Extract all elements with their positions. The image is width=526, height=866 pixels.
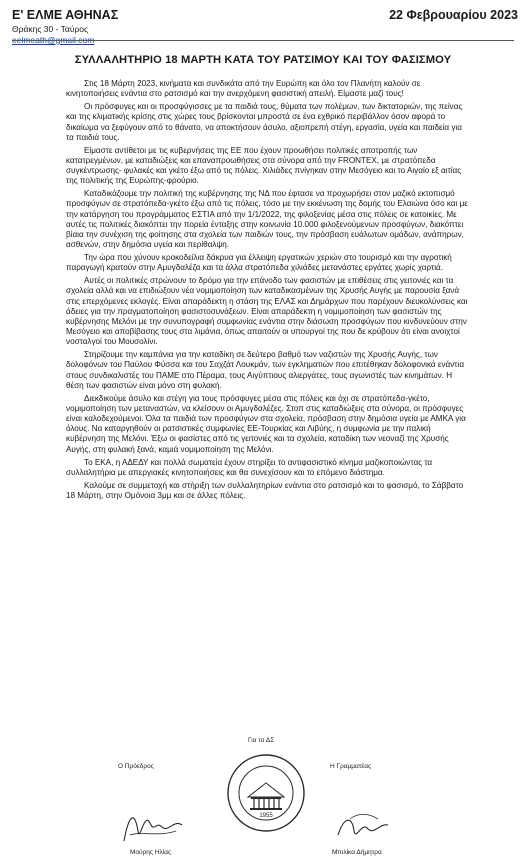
secretary-label: Η Γραμματέας [330, 763, 372, 770]
paragraph: Την ώρα που χύνουν κροκοδείλια δάκρυα για έλλειψη εργατικών χεριών στο τουρισμό και την αγροτική παραγωγή κρατούν στην Αμυγδαλέζα και τα άλλα στρατόπεδα χιλιάδες μετανάστες εργάτες χωρίς χαρτιά. [66, 253, 452, 273]
secretary-name: Μπιλίκα Δήμητρα [332, 849, 382, 856]
secretary-signature [330, 805, 394, 849]
president-signature [118, 801, 188, 849]
paragraph: Καλούμε σε συμμετοχή και στήριξη των συλλαλητηρίων ενάντια στο ρατσισμό και το φασισμό, το Σάββατο 18 Μάρτη, στην Ομόνοια 3μμ και σε άλλες πόλεις. [66, 480, 464, 500]
document-body [66, 79, 469, 504]
president-name: Μούρης Ηλίας [130, 849, 172, 856]
organization-email-link[interactable]: eelmeath@gmail.com [12, 35, 95, 45]
organization-seal [226, 753, 306, 833]
document-date: 22 Φεβρουαρίου 2023 [389, 8, 518, 22]
paragraph: Αυτές οι πολιτικές στρώνουν το δρόμο για την επάνοδο των φασιστών με επιθέσεις στις γειτονιές και τα σχολεία αλλά και να επιδιώξουν νέα νομιμοποίηση των καταδικασμένων της Χρυσής Αυγής με παρουσία ξανά στις επερχόμενες εκλογές. Είναι απαράδεκτη η στάση της ΕΛΑΣ και Δημάρχων που παρέχουν διευκολύνσεις και άδειες για την πραγματοποίηση φασιστοσυνάξεων. Είναι απαράδεκτη η νομιμοποίηση των φασιστών της κυβέρνησης Μελόνι με την συνυπογραφή συμφωνίας ενάντια στην διάσωση προσφύγων που κινδυνεύουν στην Μεσόγειο και αποβίβασης τους στα λιμάνια, όπως απαιτούν οι υπουργοί της που δε κρύβουν ότι είναι ανοιχτοί νοσταλγοί του Μουσολίνι. [66, 276, 468, 347]
signature-block [0, 735, 526, 866]
paragraph: Είμαστε αντίθετοι με τις κυβερνήσεις της ΕΕ που έχουν προωθήσει πολιτικές αποτροπής των κατατρεγμένων, με καταδιώξεις και επαναπροωθήσεις στα σύνορα από την FRONTEX, με στρατόπεδα συγκέντρωσης- φυλακές και γκέτο έξω από τις πόλεις. Χιλιάδες πνίγηκαν στην Μεσόγειο και το Αιγαίο εξ αιτίας της πολιτικής της Ευρώπης-φρούριο. [66, 145, 462, 186]
document-title: ΣΥΛΛΑΛΗΤΗΡΙΟ 18 ΜΑΡΤΗ ΚΑΤΑ ΤΟΥ ΡΑΤΣΙΜΟΥ ΚΑΙ ΤΟΥ ΦΑΣΙΣΜΟΥ [74, 54, 452, 66]
paragraph: Το ΕΚΑ, η ΑΔΕΔΥ και πολλά σωματεία έχουν στηρίξει το αντιφασιστικό κίνημα μαζικοποιώντας τα συλλαλητήρια με απεργιακές κινητοποιήσεις και θα συνεχίσουν και το επόμενο διάστημα. [66, 457, 433, 477]
organization-address: Θράκης 30 - Ταύρος [12, 24, 89, 34]
organization-name: Ε' ΕΛΜΕ ΑΘΗΝΑΣ [12, 8, 119, 22]
president-label: Ο Πρόεδρος [118, 763, 154, 770]
paragraph: Στηρίζουμε την καμπάνια για την καταδίκη σε δεύτερο βαθμό των ναζιστών της Χρυσής Αυγής, των δολοφόνων του Παύλου Φύσσα και του Σαχζάτ Λουκμάν, των εγκληματιών που επιτέθηκαν δολοφονικά ενάντια στους συνδικαλιστές του ΠΑΜΕ στο Πέραμα, τους Αιγύπτιους αλιεργάτες, τους αγωνιστές των κινημάτων. Η θέση των φασιστών είναι μόνο στη φυλακή. [66, 350, 465, 390]
seal-year: 1955 [259, 813, 273, 819]
paragraph: Καταδικάζουμε την πολιτική της κυβέρνησης της ΝΔ που έφτασε να προχωρήσει στον μαζικό εκτοπισμό προσφύγων σε στρατόπεδα-γκέτο έξω από τις πόλεις, τόσο με την εκκένωση της δομής του Ελαιώνα όσο και με την κατάργηση του προγράμματος ΕΣΤΙΑ από την 1/1/2022, της φιλοξενίας μέσα στις πόλεις σε κατοικίες. Με αυτές τις πολιτικές διακόπτει την πορεία ένταξης στην κοινωνία 10.000 φιλοξενούμενων προσφύγων, διακόπτει βίαια την συνέχιση της φοίτησης στα σχολεία των παιδιών τους, την πρόσβαση ευάλωτων ομάδων, ανάπηρων, ασθενών, στην δημόσια υγεία και περίθαλψη. [66, 189, 468, 250]
paragraph: Στις 18 Μάρτη 2023, κινήματα και συνδικάτα από την Ευρώπη και όλο τον Πλανήτη καλούν σε κινητοποιήσεις ενάντια στο ρατσισμό και την ανερχόμενη φασιστική απειλή. Είμαστε μαζί τους! [66, 79, 421, 99]
for-board-label: Για το ΔΣ [248, 737, 275, 744]
paragraph: Οι πρόσφυγες και οι προσφύγισσες με τα παιδιά τους, θύματα των πολέμων, των δικτατοριών, της πείνας και της κλιματικής κρίσης στις χώρες τους βρίσκονται μπροστά σε ένα εχθρικό περιβάλλον όσον αφορά το δικαίωμα να ξεφύγουν από το θάνατο, να αποκτήσουν άσυλο, αξιοπρεπή στέγη, εργασία, υγεία και παιδεία για τα παιδιά τους. [66, 102, 463, 142]
header-divider [12, 40, 514, 41]
paragraph: Διεκδικούμε άσυλο και στέγη για τους πρόσφυγες μέσα στις πόλεις και όχι σε στρατόπεδα-γκέτο, νομιμοποίηση των μεταναστών, να κλείσουν οι Αμυγδαλέζες. Στοπ στις καταδιώξεις στα σύνορα, οι πρόσφυγες είναι καλοδεχούμενοι. Όλα τα παιδιά των προσφύγων στα σχολεία, πρόσβαση στην δημόσια υγεία με ΑΜΚΑ για όλους. Να καταργηθούν οι ρατσιστικές συμφωνίες ΕΕ-Τουρκίας και Λιβύης, η συμφωνία με την ιταλική κυβέρνηση της Μελόνι. Έξω οι φασίστες από τις γειτονιές και τα σχολεία, καταδίκη των νεοναζί της Χρυσής Αυγής, στη φυλακή ξανά, καμιά νομιμοποίηση της Μελόνι. [66, 393, 466, 454]
